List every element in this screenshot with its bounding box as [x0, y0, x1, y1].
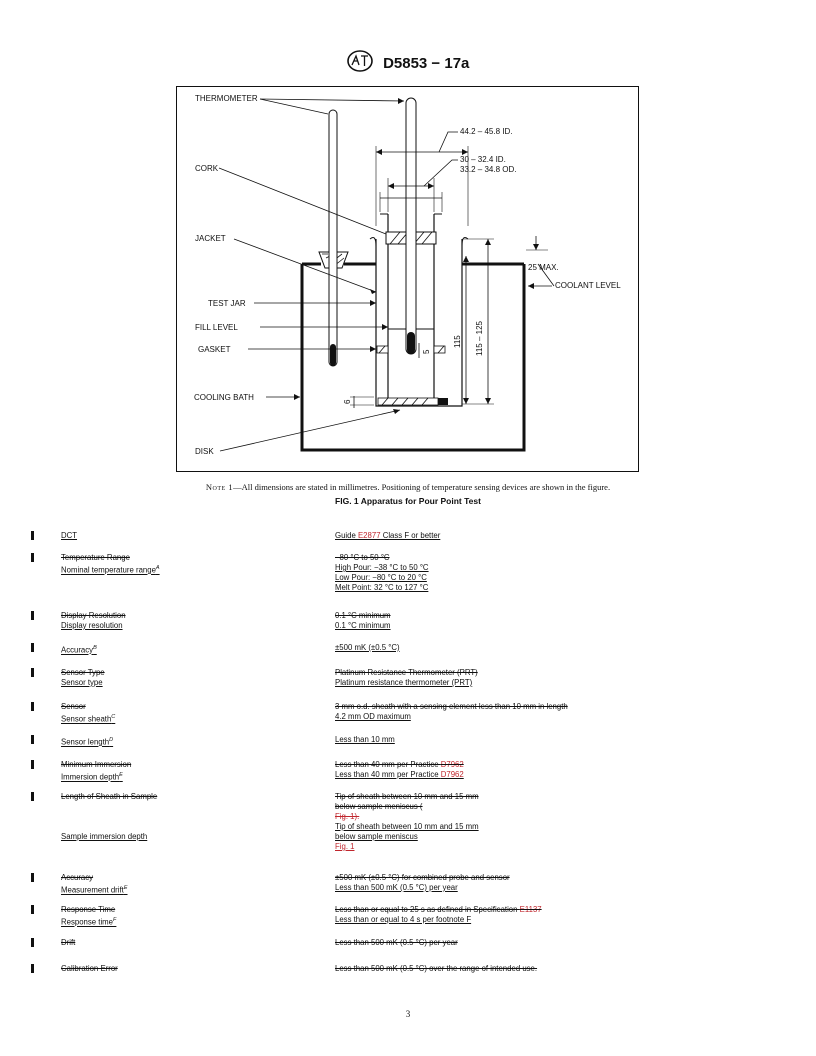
label-dim-115-125: 115 – 125 — [475, 321, 484, 356]
reference-link[interactable]: Fig. 1). — [335, 812, 360, 821]
change-bar — [31, 643, 34, 652]
change-bar — [31, 668, 34, 677]
reference-link[interactable]: E1137 — [519, 905, 542, 914]
reference-link[interactable]: D7962 — [440, 760, 464, 769]
row-value: Platinum Resistance Thermometer (PRT) Platinum resistance thermometer (PRT) — [335, 668, 478, 687]
change-bar — [31, 735, 34, 744]
row-value: Tip of sheath between 10 mm and 15 mm below sample meniscus ( Fig. 1). Tip of sheath between 10 mm and 15 mm below sample meniscus Fig. 1 — [335, 792, 655, 852]
page-header — [0, 50, 816, 77]
note-text: —All dimensions are stated in millimetres. Positioning of temperature sensing devices are shown in the figure. — [233, 482, 611, 492]
row-value: Less than 500 mK (0.5 °C) per year — [335, 938, 458, 947]
label-dim-jacket: 44.2 – 45.8 ID. — [460, 127, 513, 136]
change-bar — [31, 553, 34, 562]
label-coolant-level: COOLANT LEVEL — [555, 281, 621, 290]
label-dim-25max: 25 MAX. — [528, 263, 559, 272]
label-gasket: GASKET — [198, 345, 231, 354]
label-jacket: JACKET — [195, 234, 226, 243]
label-cooling-bath: COOLING BATH — [194, 393, 254, 402]
label-dim-5: 5 — [422, 349, 431, 354]
row-value: ±500 mK (±0.5 °C) — [335, 643, 400, 652]
row-label: Display Resolution Display resolution — [61, 611, 126, 630]
row-value: Less than 500 mK (0.5 °C) over the range of intended use. — [335, 964, 538, 973]
row-label: Sensor Sensor sheath$^C$ — [61, 702, 116, 724]
document-designation: D5853 − 17a — [383, 55, 470, 72]
apparatus-drawing — [176, 86, 639, 472]
label-dim-6: 6 — [343, 399, 352, 404]
apparatus-figure — [176, 86, 639, 472]
reference-link[interactable]: D7962 — [440, 770, 464, 779]
row-value: 3 mm o.d. sheath with a sensing element less than 10 mm in length 4.2 mm OD maximum — [335, 702, 568, 721]
label-test-jar: TEST JAR — [208, 299, 246, 308]
page-number: 3 — [405, 1009, 411, 1019]
change-bar — [31, 938, 34, 947]
change-bar — [31, 611, 34, 620]
row-label: Temperature Range Nominal temperature range$^A$ — [61, 553, 160, 575]
row-value: Less than 10 mm — [335, 735, 395, 744]
row-value: Less than 40 mm per Practice D7962 Less than 40 mm per Practice D7962 — [335, 760, 464, 779]
figure-caption: FIG. 1 Apparatus for Pour Point Test — [335, 496, 481, 506]
label-dim-jar-id: 30 – 32.4 ID. — [460, 155, 506, 164]
change-bar — [31, 531, 34, 540]
label-dim-jar-od: 33.2 – 34.8 OD. — [460, 165, 517, 174]
change-bar — [31, 760, 34, 769]
row-value: Guide E2877 Class F or better — [335, 531, 441, 540]
reference-link[interactable]: Fig. 1 — [335, 842, 355, 851]
row-value: 0.1 °C minimum 0.1 °C minimum — [335, 611, 391, 630]
label-thermometer: THERMOMETER — [195, 94, 258, 103]
change-bar — [31, 873, 34, 882]
row-value: −80 °C to 50 °C High Pour: −38 °C to 50 °C Low Pour: −80 °C to 20 °C Melt Point: 32 °C to 127 °C — [335, 553, 429, 592]
row-label: Calibration Error — [61, 964, 118, 973]
row-label: Accuracy Measurement drift$^E$ — [61, 873, 128, 895]
note-prefix: Note 1 — [205, 482, 234, 492]
row-label: Response Time Response time$^F$ — [61, 905, 117, 927]
row-value: Less than or equal to 25 s as defined in Specification E1137 Less than or equal to 4 s per footnote F — [335, 905, 542, 924]
change-bar — [31, 964, 34, 973]
change-bar — [31, 792, 34, 801]
row-label: Accuracy$^B$ — [61, 645, 97, 655]
row-label: Drift — [61, 938, 76, 947]
row-label: Length of Sheath in Sample Sample immersion depth — [61, 792, 158, 841]
figure-note — [0, 482, 816, 492]
row-label: Minimum Immersion Immersion depth$^E$ — [61, 760, 132, 782]
label-fill-level: FILL LEVEL — [195, 323, 238, 332]
change-bar — [31, 702, 34, 711]
row-label: Sensor length$^D$ — [61, 737, 114, 747]
change-bar — [31, 905, 34, 914]
row-value: ±500 mK (±0.5 °C) for combined probe and sensor Less than 500 mK (0.5 °C) per year — [335, 873, 510, 892]
astm-logo-icon — [347, 50, 373, 77]
row-label: DCT — [61, 531, 78, 540]
row-label: Sensor Type Sensor type — [61, 668, 105, 687]
label-cork: CORK — [195, 164, 219, 173]
reference-link[interactable]: E2877 — [357, 531, 381, 540]
label-disk: DISK — [195, 447, 214, 456]
label-dim-115: 115 — [453, 335, 462, 348]
